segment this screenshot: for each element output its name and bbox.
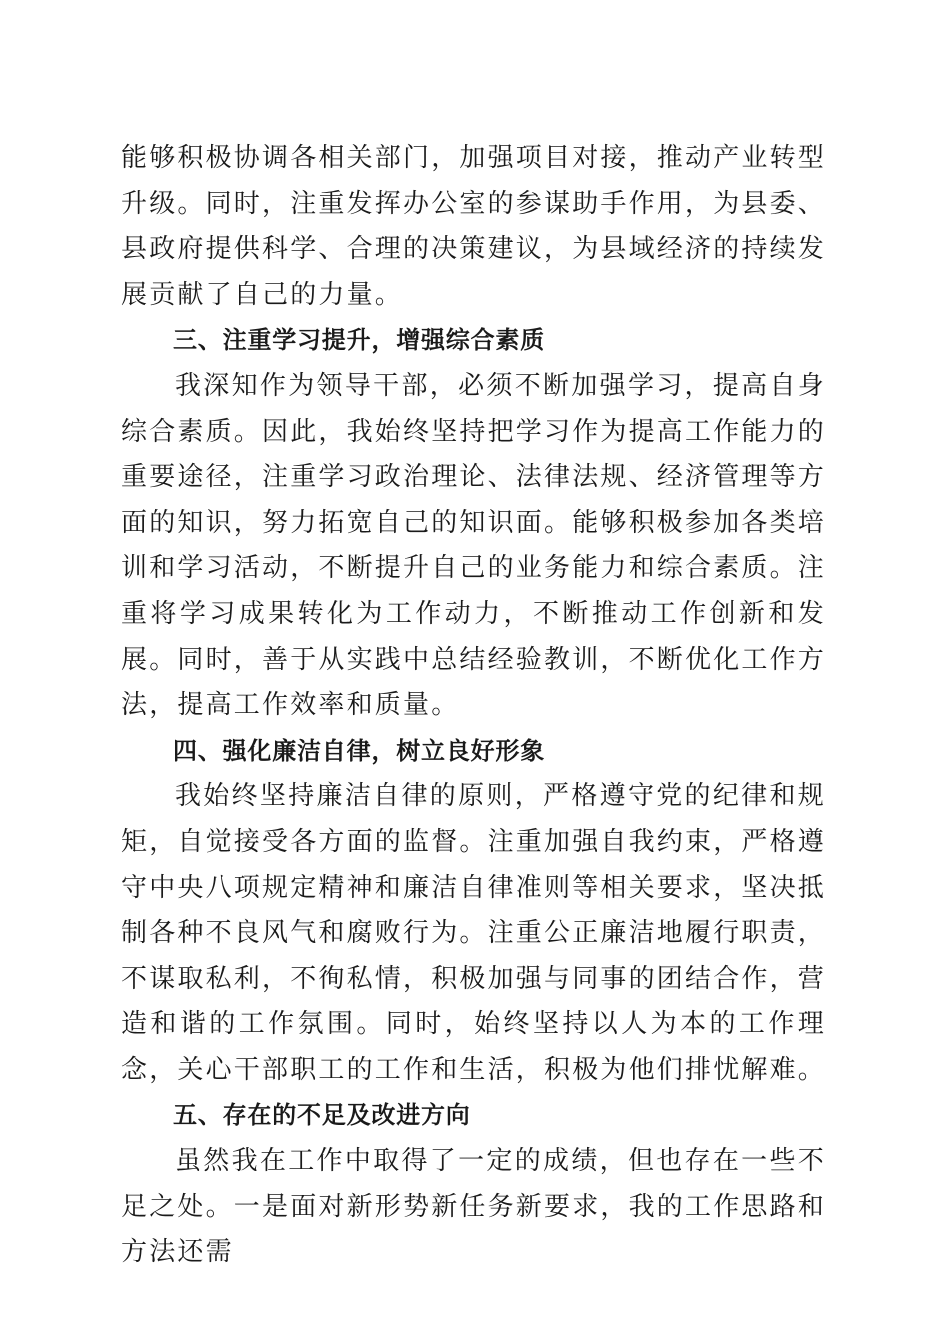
section-heading: 三、注重学习提升，增强综合素质 xyxy=(173,326,545,355)
section-body: 我始终坚持廉洁自律的原则，严格遵守党的纪律和规矩，自觉接受各方面的监督。注重加强自我约束，严格遵守中央八项规定精神和廉洁自律准则等相关要求，坚决抵制各种不良风气和腐败行为。注重公正廉洁地履行职责，不谋取私利，不徇私情，积极加强与同事的团结合作，营造和谐的工作氛围。同时，始终坚持以人为本的工作理念，关心干部职工的工作和生活，积极为他们排忧解难。 xyxy=(121,781,827,1085)
section-3 xyxy=(121,318,826,728)
document-page xyxy=(121,136,826,1276)
section-4 xyxy=(121,729,826,1094)
section-heading: 五、存在的不足及改进方向 xyxy=(173,1101,471,1130)
section-body: 虽然我在工作中取得了一定的成绩，但也存在一些不足之处。一是面对新形势新任务新要求，我的工作思路和方法还需 xyxy=(121,1146,827,1268)
section-body: 我深知作为领导干部，必须不断加强学习，提高自身综合素质。因此，我始终坚持把学习作为提高工作能力的重要途径，注重学习政治理论、法律法规、经济管理等方面的知识，努力拓宽自己的知识面。能够积极参加各类培训和学习活动，不断提升自己的业务能力和综合素质。注重将学习成果转化为工作动力，不断推动工作创新和发展。同时，善于从实践中总结经验教训，不断优化工作方法，提高工作效率和质量。 xyxy=(121,370,827,721)
section-heading: 四、强化廉洁自律，树立良好形象 xyxy=(173,736,545,765)
section-5 xyxy=(121,1093,826,1275)
continuation-paragraph: 能够积极协调各相关部门，加强项目对接，推动产业转型升级。同时，注重发挥办公室的参谋助手作用，为县委、县政府提供科学、合理的决策建议，为县域经济的持续发展贡献了自己的力量。 xyxy=(121,143,827,310)
